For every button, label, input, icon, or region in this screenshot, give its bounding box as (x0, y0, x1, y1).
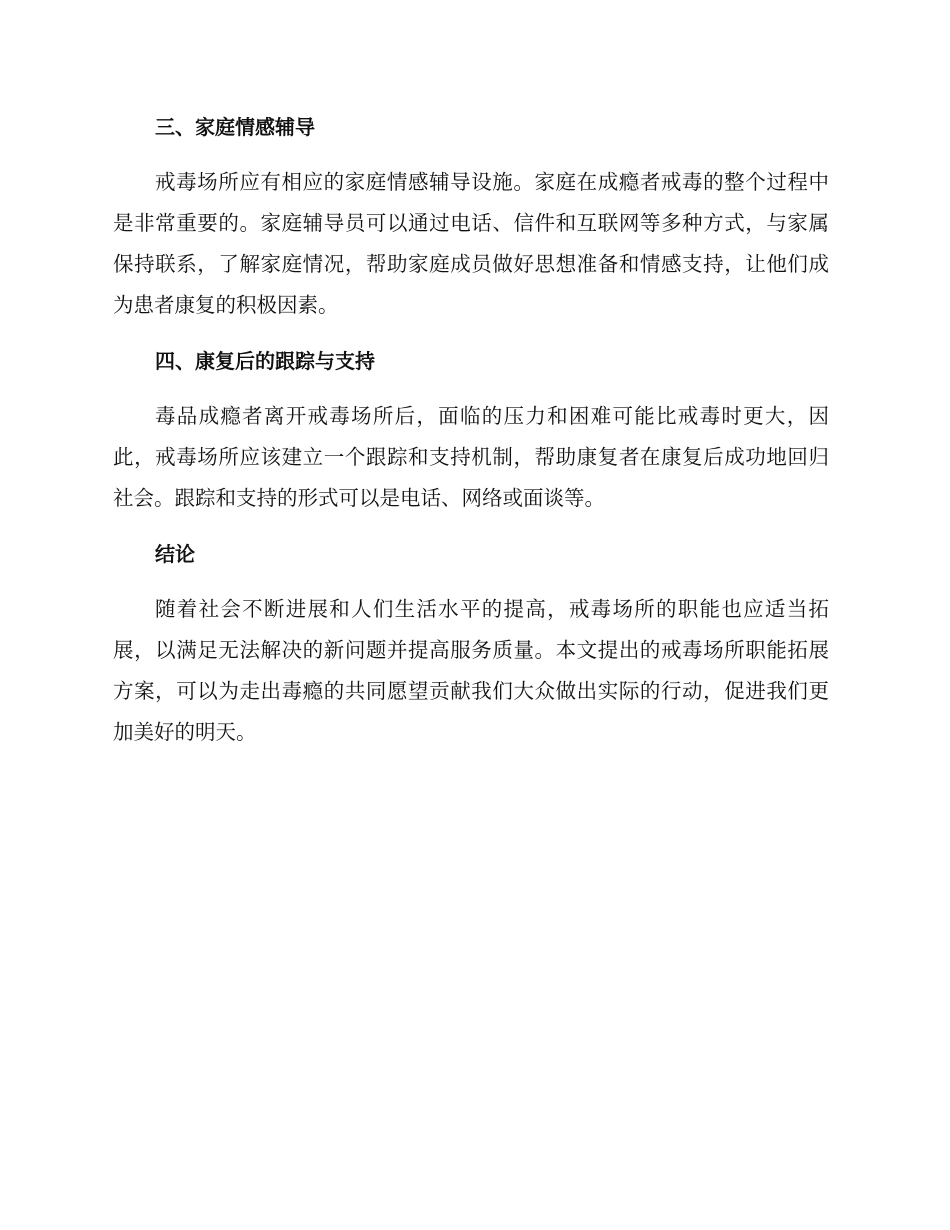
section-paragraph-conclusion: 随着社会不断进展和人们生活水平的提高，戒毒场所的职能也应适当拓展，以满足无法解决的新问题并提高服务质量。本文提出的戒毒场所职能拓展方案，可以为走出毒瘾的共同愿望贡献我们大众做出实际的行动，促进我们更加美好的明天。 (113, 597, 829, 744)
document-body (113, 108, 829, 753)
section-paragraph-family-counseling: 戒毒场所应有相应的家庭情感辅导设施。家庭在成瘾者戒毒的整个过程中是非常重要的。家庭辅导员可以通过电话、信件和互联网等多种方式，与家属保持联系，了解家庭情况，帮助家庭成员做好思想准备和情感支持，让他们成为患者康复的积极因素。 (113, 170, 829, 317)
section-heading-family-counseling: 三、家庭情感辅导 (155, 115, 315, 139)
section-heading-conclusion: 结论 (155, 542, 195, 566)
section-paragraph-aftercare: 毒品成瘾者离开戒毒场所后，面临的压力和困难可能比戒毒时更大，因此，戒毒场所应该建立一个跟踪和支持机制，帮助康复者在康复后成功地回归社会。跟踪和支持的形式可以是电话、网络或面谈等。 (113, 404, 829, 510)
section-heading-aftercare: 四、康复后的跟踪与支持 (155, 349, 375, 373)
